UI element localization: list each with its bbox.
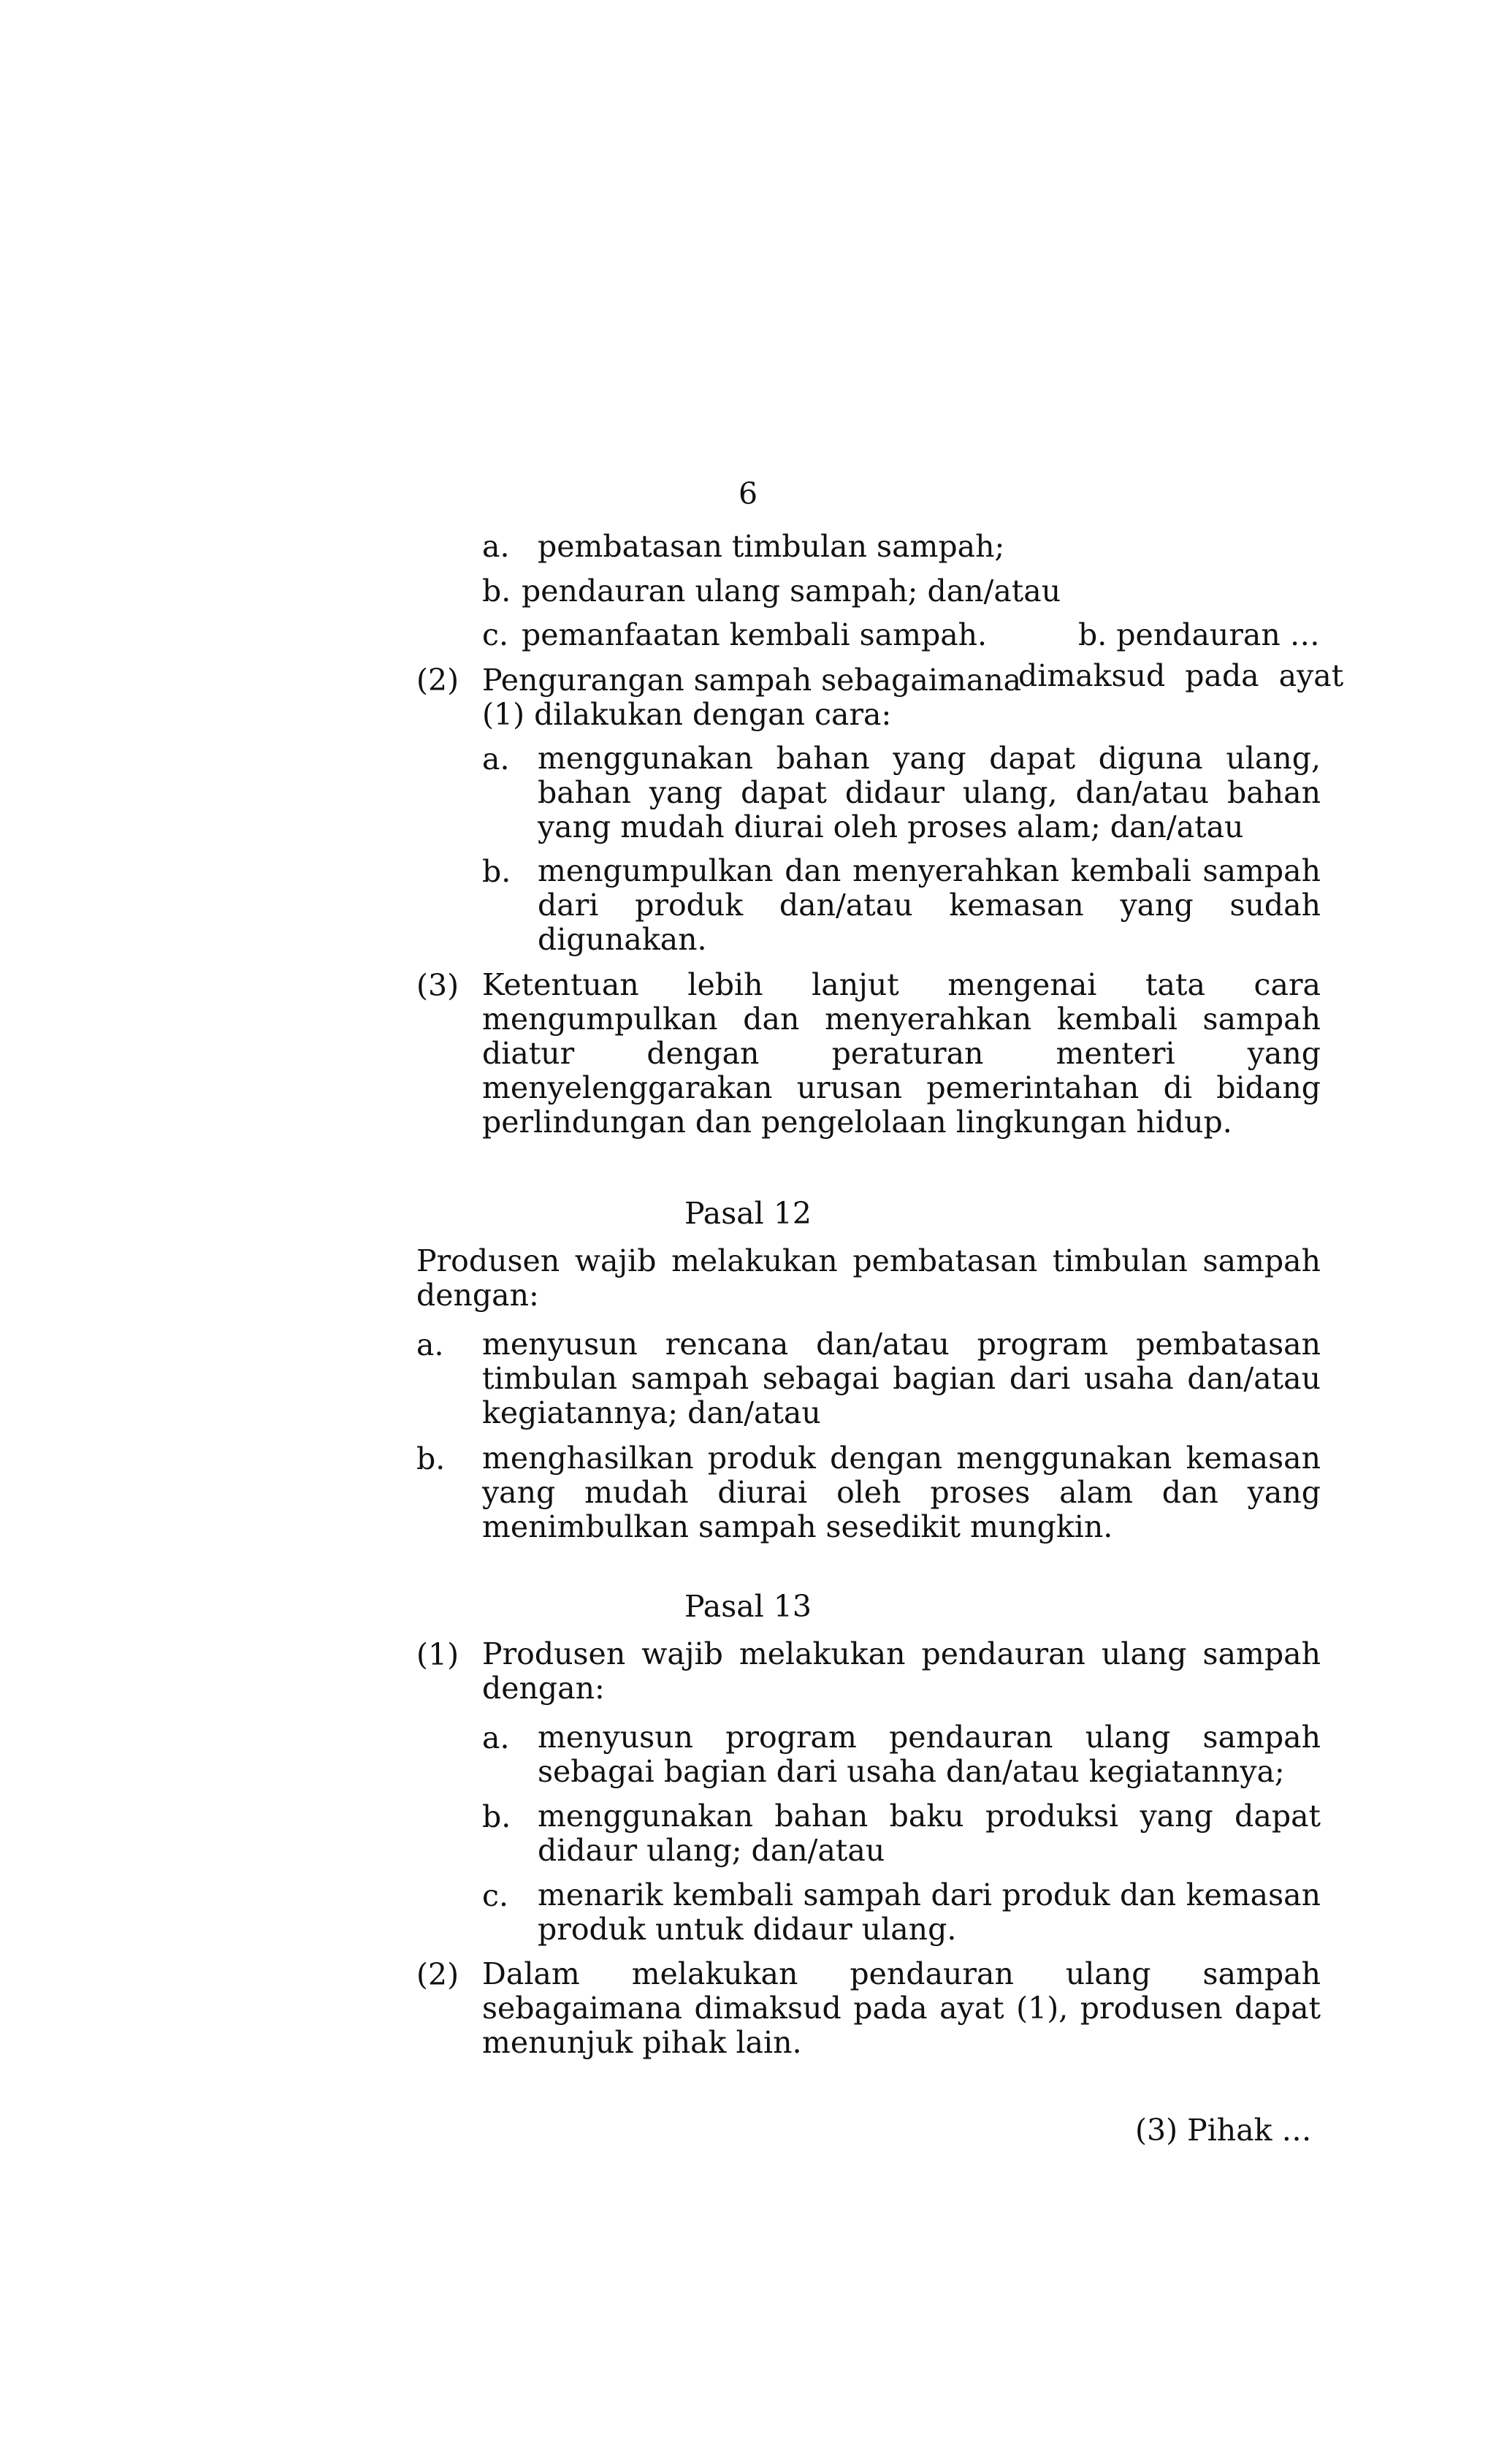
list-item: menarik kembali sampah dari produk dan kemasan produk untuk didaur ulang. — [538, 1877, 1321, 1947]
page-number: 6 — [738, 476, 758, 511]
list-marker: a. — [416, 1327, 444, 1362]
list-item: mengumpulkan dan menyerahkan kembali sampah dari produk dan/atau kemasan yang sudah digunakan. — [538, 853, 1321, 957]
ayat-marker: (1) — [416, 1637, 459, 1672]
pasal-intro: Produsen wajib melakukan pembatasan timbulan sampah dengan: — [416, 1243, 1321, 1313]
list-item: menggunakan bahan baku produksi yang dapat didaur ulang; dan/atau — [538, 1799, 1321, 1868]
list-marker: b. — [482, 854, 511, 889]
list-marker: c. — [482, 617, 508, 652]
ayat-marker: (2) — [416, 663, 459, 698]
list-item: menyusun program pendauran ulang sampah sebagai bagian dari usaha dan/atau kegiatannya; — [538, 1720, 1321, 1789]
pasal-heading: Pasal 13 — [684, 1589, 812, 1624]
ayat-text: Dalam melakukan pendauran ulang sampah sebagaimana dimaksud pada ayat (1), produsen dapat menunjuk pihak lain. — [482, 1956, 1321, 2060]
pasal-heading: Pasal 12 — [684, 1196, 812, 1231]
ayat-marker: (3) — [416, 968, 459, 1003]
catchword: b. pendauran … — [1078, 617, 1320, 652]
list-marker: b. — [482, 1799, 511, 1834]
ayat-text: Ketentuan lebih lanjut mengenai tata cara mengumpulkan dan menyerahkan kembali sampah diatur dengan peraturan menteri yang menyelenggarakan urusan pemerintahan di bidang perlindungan dan pengelolaan lingkungan hidup. — [482, 967, 1321, 1140]
list-marker: c. — [482, 1878, 508, 1913]
list-item: pendauran ulang sampah; dan/atau — [522, 573, 1061, 609]
ayat-text: Produsen wajib melakukan pendauran ulang sampah dengan: — [482, 1636, 1321, 1706]
ayat-text-line2: (1) dilakukan dengan cara: — [482, 697, 892, 732]
list-marker: a. — [482, 529, 510, 564]
footer-catchword: (3) Pihak … — [1135, 2113, 1312, 2148]
overlapped-text: dimaksud pada ayat — [1018, 658, 1344, 693]
list-marker: b. — [482, 573, 511, 609]
list-marker: a. — [482, 1720, 510, 1755]
list-item: pemanfaatan kembali sampah. — [522, 617, 988, 652]
ayat-marker: (2) — [416, 1957, 459, 1992]
ayat-text-line1: Pengurangan sampah sebagaimana — [482, 663, 1022, 698]
list-item: menggunakan bahan yang dapat diguna ulang, bahan yang dapat didaur ulang, dan/atau bahan yang mudah diurai oleh proses alam; dan/atau — [538, 741, 1321, 844]
list-marker: a. — [482, 741, 510, 777]
list-item: pembatasan timbulan sampah; — [538, 529, 1005, 564]
list-item: menghasilkan produk dengan menggunakan kemasan yang mudah diurai oleh proses alam dan yang menimbulkan sampah sesedikit mungkin. — [482, 1441, 1321, 1544]
list-item: menyusun rencana dan/atau program pembatasan timbulan sampah sebagai bagian dari usaha dan/atau kegiatannya; dan/atau — [482, 1327, 1321, 1430]
list-marker: b. — [416, 1441, 446, 1476]
